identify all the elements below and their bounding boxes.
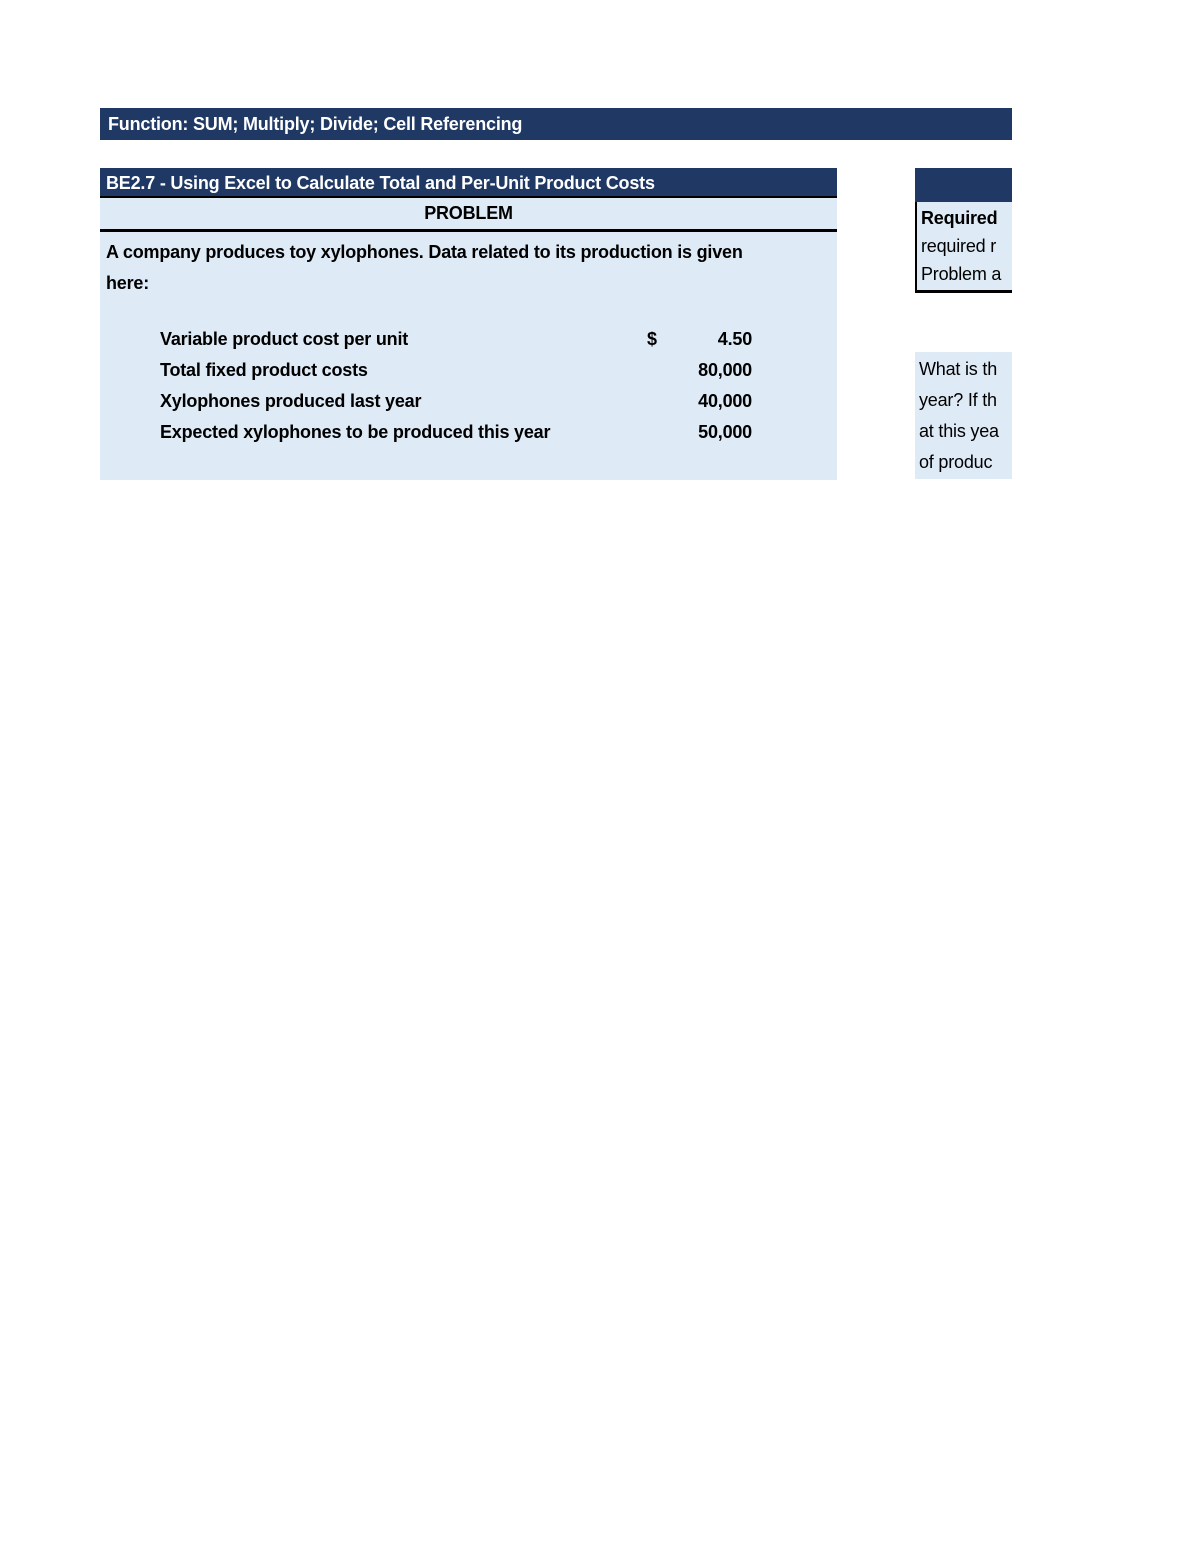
exercise-title-bar <box>100 168 837 198</box>
question-line: year? If th <box>919 390 997 410</box>
row-label: Total fixed product costs <box>160 360 368 380</box>
required-title-bar <box>915 168 1012 202</box>
problem-body <box>100 232 837 480</box>
row-label: Variable product cost per unit <box>160 329 409 349</box>
exercise-title-text: BE2.7 - Using Excel to Calculate Total and Per-Unit Product Costs <box>106 173 655 193</box>
table-row <box>100 417 837 448</box>
function-title-text: Function: SUM; Multiply; Divide; Cell Referencing <box>108 114 523 134</box>
question-line: of produc <box>919 452 993 472</box>
required-line: Problem a <box>921 264 1002 284</box>
table-row <box>100 355 837 386</box>
problem-section-header: PROBLEM <box>100 198 837 232</box>
table-row <box>100 324 837 355</box>
problem-description-line1: A company produces toy xylophones. Data related to its production is given <box>106 242 743 262</box>
table-row <box>100 386 837 417</box>
required-line: required r <box>921 236 997 256</box>
blank-row <box>100 299 837 324</box>
question-line: What is th <box>919 359 998 379</box>
problem-description-line2: here: <box>106 273 150 293</box>
row-label: Expected xylophones to be produced this year <box>160 422 551 442</box>
row-value: 4.50 <box>717 329 752 349</box>
row-label: Xylophones produced last year <box>160 391 422 411</box>
required-line: Required <box>921 208 998 228</box>
currency-symbol: $ <box>647 329 657 349</box>
problem-panel <box>100 168 837 480</box>
row-value: 40,000 <box>698 391 752 411</box>
question-line: at this yea <box>919 421 999 441</box>
question-text-box <box>915 352 1012 479</box>
required-text-box <box>915 202 1012 293</box>
row-value: 50,000 <box>698 422 752 442</box>
row-value: 80,000 <box>698 360 752 380</box>
function-title-bar <box>100 108 1012 140</box>
required-panel <box>915 168 1012 479</box>
panel-gap <box>915 293 1012 352</box>
